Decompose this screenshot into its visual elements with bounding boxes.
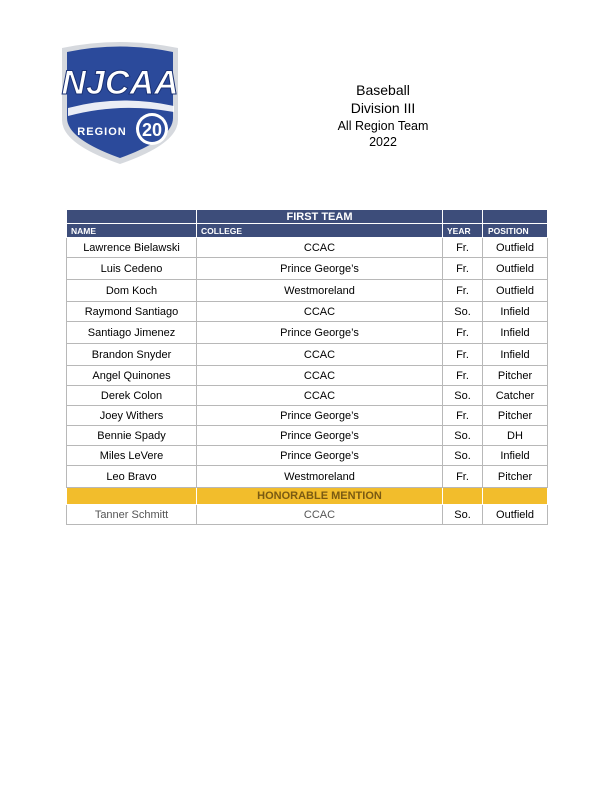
player-name: Santiago Jimenez — [67, 322, 197, 344]
honorable-mention-header-row — [67, 488, 548, 505]
player-year: Fr. — [443, 406, 483, 426]
player-year: So. — [443, 386, 483, 406]
all-region-table — [66, 209, 548, 525]
njcaa-region-20-logo — [52, 36, 188, 166]
player-college: Westmoreland — [197, 466, 443, 488]
player-year: Fr. — [443, 344, 483, 366]
player-name: Brandon Snyder — [67, 344, 197, 366]
table-row — [67, 344, 548, 366]
player-position: DH — [483, 426, 548, 446]
player-position: Outfield — [483, 238, 548, 258]
player-year: So. — [443, 426, 483, 446]
player-college: Westmoreland — [197, 280, 443, 302]
player-position: Outfield — [483, 505, 548, 525]
player-name: Lawrence Bielawski — [67, 238, 197, 258]
table-row — [67, 366, 548, 386]
table-row — [67, 386, 548, 406]
player-college: CCAC — [197, 302, 443, 322]
player-name: Raymond Santiago — [67, 302, 197, 322]
player-college: Prince George’s — [197, 322, 443, 344]
division-title: Division III — [350, 99, 416, 116]
player-name: Bennie Spady — [67, 426, 197, 446]
player-year: So. — [443, 505, 483, 525]
player-college: CCAC — [197, 238, 443, 258]
player-year: Fr. — [443, 258, 483, 280]
player-college: Prince George’s — [197, 406, 443, 426]
table-row — [67, 466, 548, 488]
svg-text:NJCAA: NJCAA — [61, 64, 179, 102]
player-college: Prince George’s — [197, 258, 443, 280]
player-position: Infield — [483, 446, 548, 466]
player-year: Fr. — [443, 366, 483, 386]
document-heading — [283, 82, 483, 150]
player-position: Infield — [483, 322, 548, 344]
player-year: Fr. — [443, 280, 483, 302]
table-row — [67, 446, 548, 466]
table-row — [67, 426, 548, 446]
player-year: Fr. — [443, 238, 483, 258]
table-row — [67, 258, 548, 280]
svg-text:REGION: REGION — [77, 126, 127, 138]
player-position: Catcher — [483, 386, 548, 406]
team-title: All Region Team — [337, 118, 429, 133]
column-header-year: YEAR — [443, 224, 483, 238]
player-name: Luis Cedeno — [67, 258, 197, 280]
column-header-college: COLLEGE — [197, 224, 443, 238]
table-row — [67, 238, 548, 258]
player-college: CCAC — [197, 386, 443, 406]
year-title: 2022 — [369, 134, 397, 149]
honorable-mention-label: HONORABLE MENTION — [197, 488, 443, 505]
first-team-label: FIRST TEAM — [197, 210, 443, 224]
player-name: Dom Koch — [67, 280, 197, 302]
player-college: Prince George’s — [197, 426, 443, 446]
player-position: Outfield — [483, 280, 548, 302]
player-position: Pitcher — [483, 466, 548, 488]
column-header-name: NAME — [67, 224, 197, 238]
player-name: Leo Bravo — [67, 466, 197, 488]
player-year: So. — [443, 302, 483, 322]
player-position: Infield — [483, 344, 548, 366]
player-year: Fr. — [443, 322, 483, 344]
player-position: Outfield — [483, 258, 548, 280]
player-name: Joey Withers — [67, 406, 197, 426]
table-row — [67, 505, 548, 525]
table-row — [67, 406, 548, 426]
table-row — [67, 302, 548, 322]
player-college: Prince George’s — [197, 446, 443, 466]
column-header-row — [67, 224, 548, 238]
first-team-header-row — [67, 210, 548, 224]
player-position: Infield — [483, 302, 548, 322]
player-position: Pitcher — [483, 406, 548, 426]
player-name: Derek Colon — [67, 386, 197, 406]
player-name: Miles LeVere — [67, 446, 197, 466]
player-year: So. — [443, 446, 483, 466]
sport-title: Baseball — [356, 82, 410, 98]
column-header-position: POSITION — [483, 224, 548, 238]
svg-text:20: 20 — [141, 120, 163, 140]
player-name: Angel Quinones — [67, 366, 197, 386]
player-college: CCAC — [197, 505, 443, 525]
player-year: Fr. — [443, 466, 483, 488]
player-position: Pitcher — [483, 366, 548, 386]
player-college: CCAC — [197, 344, 443, 366]
table-row — [67, 322, 548, 344]
player-college: CCAC — [197, 366, 443, 386]
table-row — [67, 280, 548, 302]
player-name: Tanner Schmitt — [67, 505, 197, 525]
